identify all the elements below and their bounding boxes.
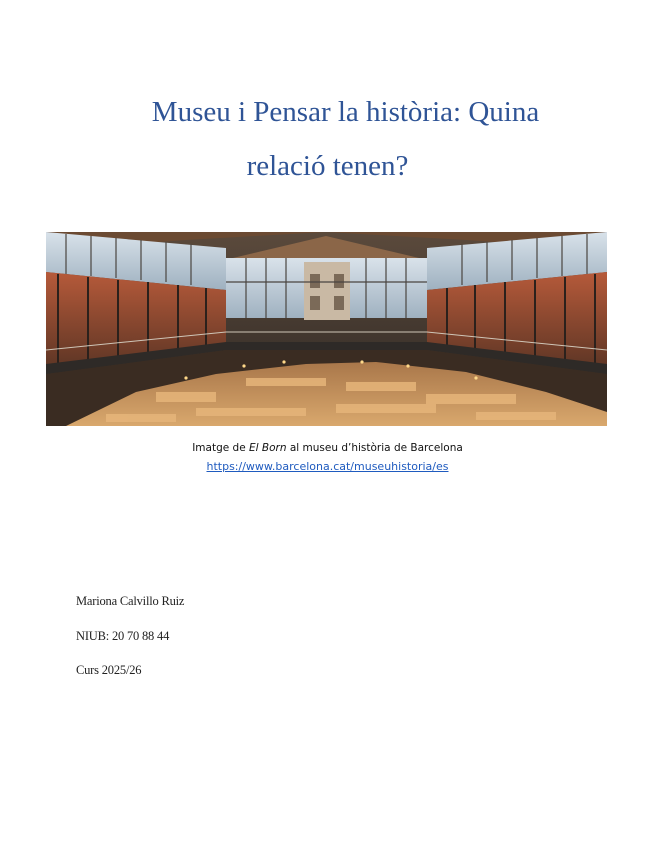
- author-name: Mariona Calvillo Ruiz: [76, 594, 185, 608]
- figure-caption: [0, 443, 655, 454]
- document-title-line-1: Museu i Pensar la història: Quina: [151, 96, 540, 128]
- document-title-line-2: relació tenen?: [246, 150, 409, 182]
- el-born-photo: [46, 232, 607, 426]
- caption-suffix: al museu d’història de Barcelona: [286, 442, 463, 454]
- caption-prefix: Imatge de: [192, 442, 250, 454]
- course-year: Curs 2025/26: [76, 663, 142, 677]
- caption-italic-place: El Born: [249, 442, 287, 454]
- el-born-photo-illustration: [46, 232, 607, 426]
- caption-link[interactable]: https://www.barcelona.cat/museuhistoria/es: [206, 460, 449, 473]
- author-niub: NIUB: 20 70 88 44: [76, 629, 170, 643]
